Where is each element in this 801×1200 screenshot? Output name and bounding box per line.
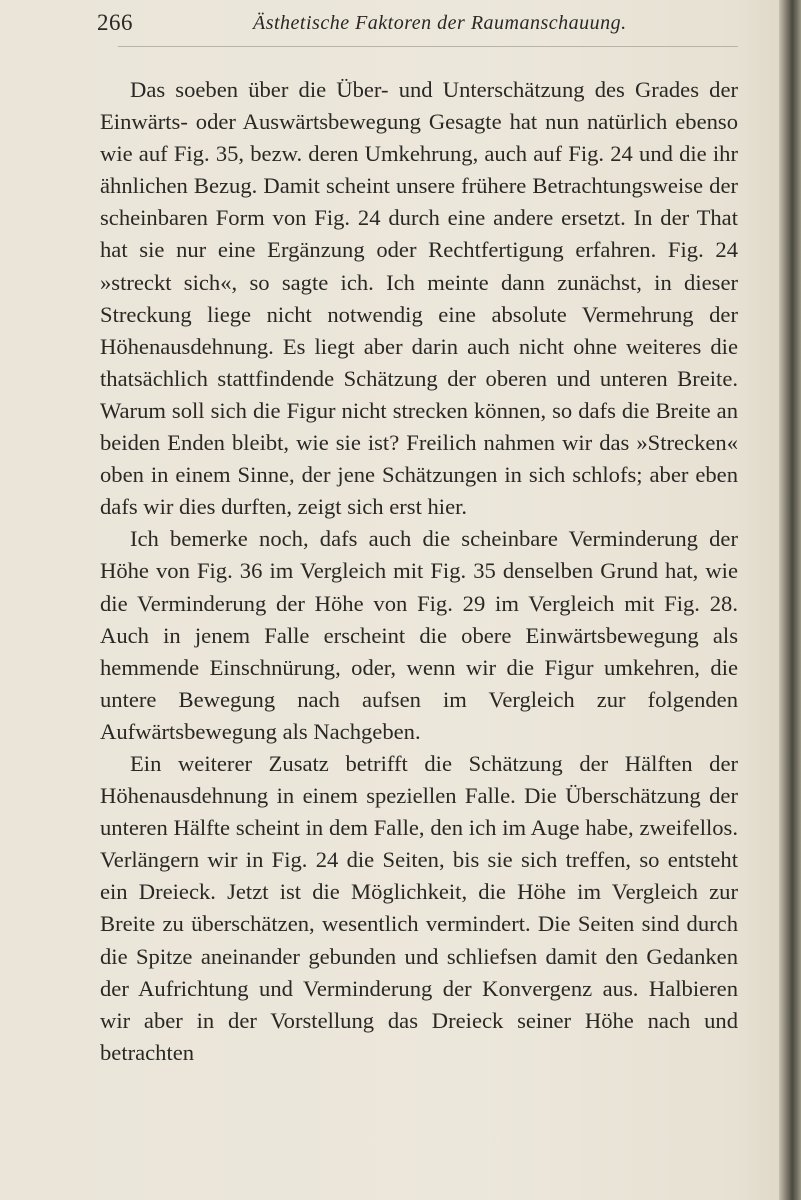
page-header: [97, 6, 737, 36]
book-binding-edge: [779, 0, 801, 1200]
body-text: [100, 74, 738, 1069]
page-number: 266: [97, 10, 133, 35]
header-rule: [118, 46, 738, 47]
paragraph-3: Ein weiterer Zusatz betrifft die Schätzung der Hälften der Höhenausdehnung in einem speziellen Falle. Die Überschätzung der unteren Hälfte scheint in dem Falle, den ich im Auge habe, zweifellos. Verlängern wir in Fig. 24 die Seiten, bis sie sich treffen, so entsteht ein Dreieck. Jetzt ist die Möglichkeit, die Höhe im Vergleich zur Breite zu überschätzen, wesentlich vermindert. Die Seiten sind durch die Spitze aneinander gebunden und schliefsen damit den Gedanken der Aufrichtung und Verminderung der Konvergenz aus. Halbieren wir aber in der Vorstellung das Dreieck seiner Höhe nach und betrachten: [100, 750, 738, 1065]
paragraph-2: Ich bemerke noch, dafs auch die scheinbare Verminderung der Höhe von Fig. 36 im Vergleich mit Fig. 35 denselben Grund hat, wie die Verminderung der Höhe von Fig. 29 im Vergleich mit Fig. 28. Auch in jenem Falle erscheint die obere Einwärtsbewegung als hemmende Einschnürung, oder, wenn wir die Figur umkehren, die untere Bewegung nach aufsen im Vergleich zur folgenden Aufwärtsbewegung als Nachgeben.: [100, 526, 738, 744]
running-head: Ästhetische Faktoren der Raumanschauung.: [253, 12, 627, 34]
paragraph-1: Das soeben über die Über- und Unterschätzung des Grades der Einwärts- oder Auswärtsbewegung Gesagte hat nun natürlich ebenso wie auf Fig. 35, bezw. deren Umkehrung, auch auf Fig. 24 und die ihr ähnlichen Bezug. Damit scheint unsere frühere Betrachtungsweise der scheinbaren Form von Fig. 24 durch eine andere ersetzt. In der That hat sie nur eine Ergänzung oder Rechtfertigung erfahren. Fig. 24 »streckt sich«, so sagte ich. Ich meinte dann zunächst, in dieser Streckung liege nicht notwendig eine absolute Vermehrung der Höhenausdehnung. Es liegt aber darin auch nicht ohne weiteres die thatsächlich stattfindende Schätzung der oberen und unteren Breite. Warum soll sich die Figur nicht strecken können, so dafs die Breite an beiden Enden bleibt, wie sie ist? Freilich nahmen wir das »Strecken« oben in einem Sinne, der jene Schätzungen in sich schlofs; aber eben dafs wir dies durften, zeigt sich erst hier.: [100, 77, 738, 520]
